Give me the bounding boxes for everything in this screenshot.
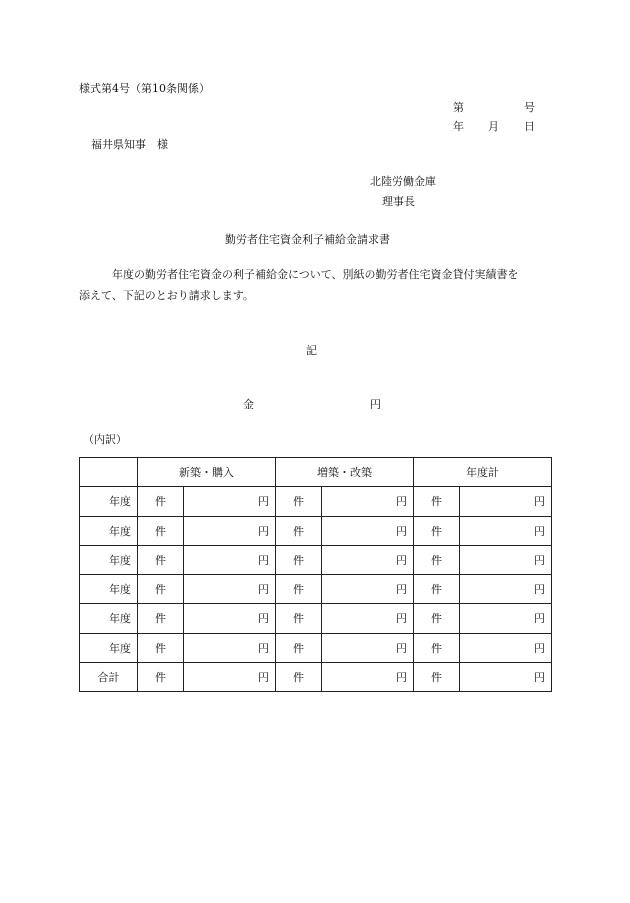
- total-count-unit: 件: [414, 545, 460, 574]
- row-label: 年度: [80, 516, 138, 545]
- ext-amount-unit: 円: [322, 575, 414, 604]
- table-row: [80, 487, 552, 516]
- new-amount-unit: 円: [184, 662, 276, 691]
- new-count-unit: 件: [138, 516, 184, 545]
- addressee: 福井県知事 様: [91, 138, 168, 151]
- new-count-unit: 件: [138, 545, 184, 574]
- amount-label: 金: [243, 398, 254, 411]
- table-row: [80, 633, 552, 662]
- table-total-row: [80, 662, 552, 691]
- date-day: 日: [524, 120, 535, 133]
- ext-count-unit: 件: [276, 545, 322, 574]
- new-amount-unit: 円: [184, 545, 276, 574]
- ext-amount-unit: 円: [322, 633, 414, 662]
- new-count-unit: 件: [138, 604, 184, 633]
- total-amount-unit: 円: [460, 662, 552, 691]
- table-row: [80, 575, 552, 604]
- header-year-total: 年度計: [414, 458, 552, 487]
- document-title: 勤労者住宅資金利子補給金請求書: [225, 233, 390, 246]
- header-new-purchase: 新築・購入: [138, 458, 276, 487]
- table-header-row: [80, 458, 552, 487]
- total-count-unit: 件: [414, 633, 460, 662]
- ext-count-unit: 件: [276, 662, 322, 691]
- breakdown-table: [79, 457, 552, 692]
- total-amount-unit: 円: [460, 487, 552, 516]
- total-amount-unit: 円: [460, 545, 552, 574]
- new-count-unit: 件: [138, 575, 184, 604]
- new-amount-unit: 円: [184, 575, 276, 604]
- total-count-unit: 件: [414, 575, 460, 604]
- form-number: 様式第4号（第10条関係）: [79, 82, 210, 95]
- doc-number-prefix: 第: [453, 101, 464, 114]
- ext-amount-unit: 円: [322, 516, 414, 545]
- total-count-unit: 件: [414, 604, 460, 633]
- total-count-unit: 件: [414, 516, 460, 545]
- new-count-unit: 件: [138, 662, 184, 691]
- header-extension: 増築・改築: [276, 458, 414, 487]
- row-label: 年度: [80, 604, 138, 633]
- new-amount-unit: 円: [184, 516, 276, 545]
- row-label-total: 合計: [80, 662, 138, 691]
- body-line-1: 年度の勤労者住宅資金の利子補給金について、別紙の勤労者住宅資金貸付実績書を: [112, 268, 519, 281]
- ext-count-unit: 件: [276, 575, 322, 604]
- table-row: [80, 516, 552, 545]
- new-amount-unit: 円: [184, 487, 276, 516]
- row-label: 年度: [80, 633, 138, 662]
- ext-count-unit: 件: [276, 516, 322, 545]
- date-year: 年: [453, 120, 464, 133]
- ext-amount-unit: 円: [322, 604, 414, 633]
- row-label: 年度: [80, 545, 138, 574]
- date-month: 月: [488, 120, 499, 133]
- ext-count-unit: 件: [276, 604, 322, 633]
- row-label: 年度: [80, 575, 138, 604]
- total-amount-unit: 円: [460, 516, 552, 545]
- issuer-title: 理事長: [382, 195, 415, 208]
- header-blank-cell: [80, 458, 138, 487]
- new-count-unit: 件: [138, 487, 184, 516]
- issuer-org: 北陸労働金庫: [370, 175, 436, 188]
- total-count-unit: 件: [414, 662, 460, 691]
- doc-number-suffix: 号: [524, 101, 535, 114]
- body-line-2: 添えて、下記のとおり請求します。: [79, 289, 254, 302]
- breakdown-label: （内訳）: [83, 433, 127, 446]
- ext-count-unit: 件: [276, 633, 322, 662]
- ki-heading: 記: [306, 344, 317, 357]
- new-amount-unit: 円: [184, 633, 276, 662]
- ext-amount-unit: 円: [322, 487, 414, 516]
- ext-count-unit: 件: [276, 487, 322, 516]
- total-amount-unit: 円: [460, 633, 552, 662]
- table-row: [80, 545, 552, 574]
- new-amount-unit: 円: [184, 604, 276, 633]
- ext-amount-unit: 円: [322, 662, 414, 691]
- total-count-unit: 件: [414, 487, 460, 516]
- amount-unit: 円: [370, 398, 381, 411]
- new-count-unit: 件: [138, 633, 184, 662]
- table-row: [80, 604, 552, 633]
- row-label: 年度: [80, 487, 138, 516]
- total-amount-unit: 円: [460, 575, 552, 604]
- total-amount-unit: 円: [460, 604, 552, 633]
- ext-amount-unit: 円: [322, 545, 414, 574]
